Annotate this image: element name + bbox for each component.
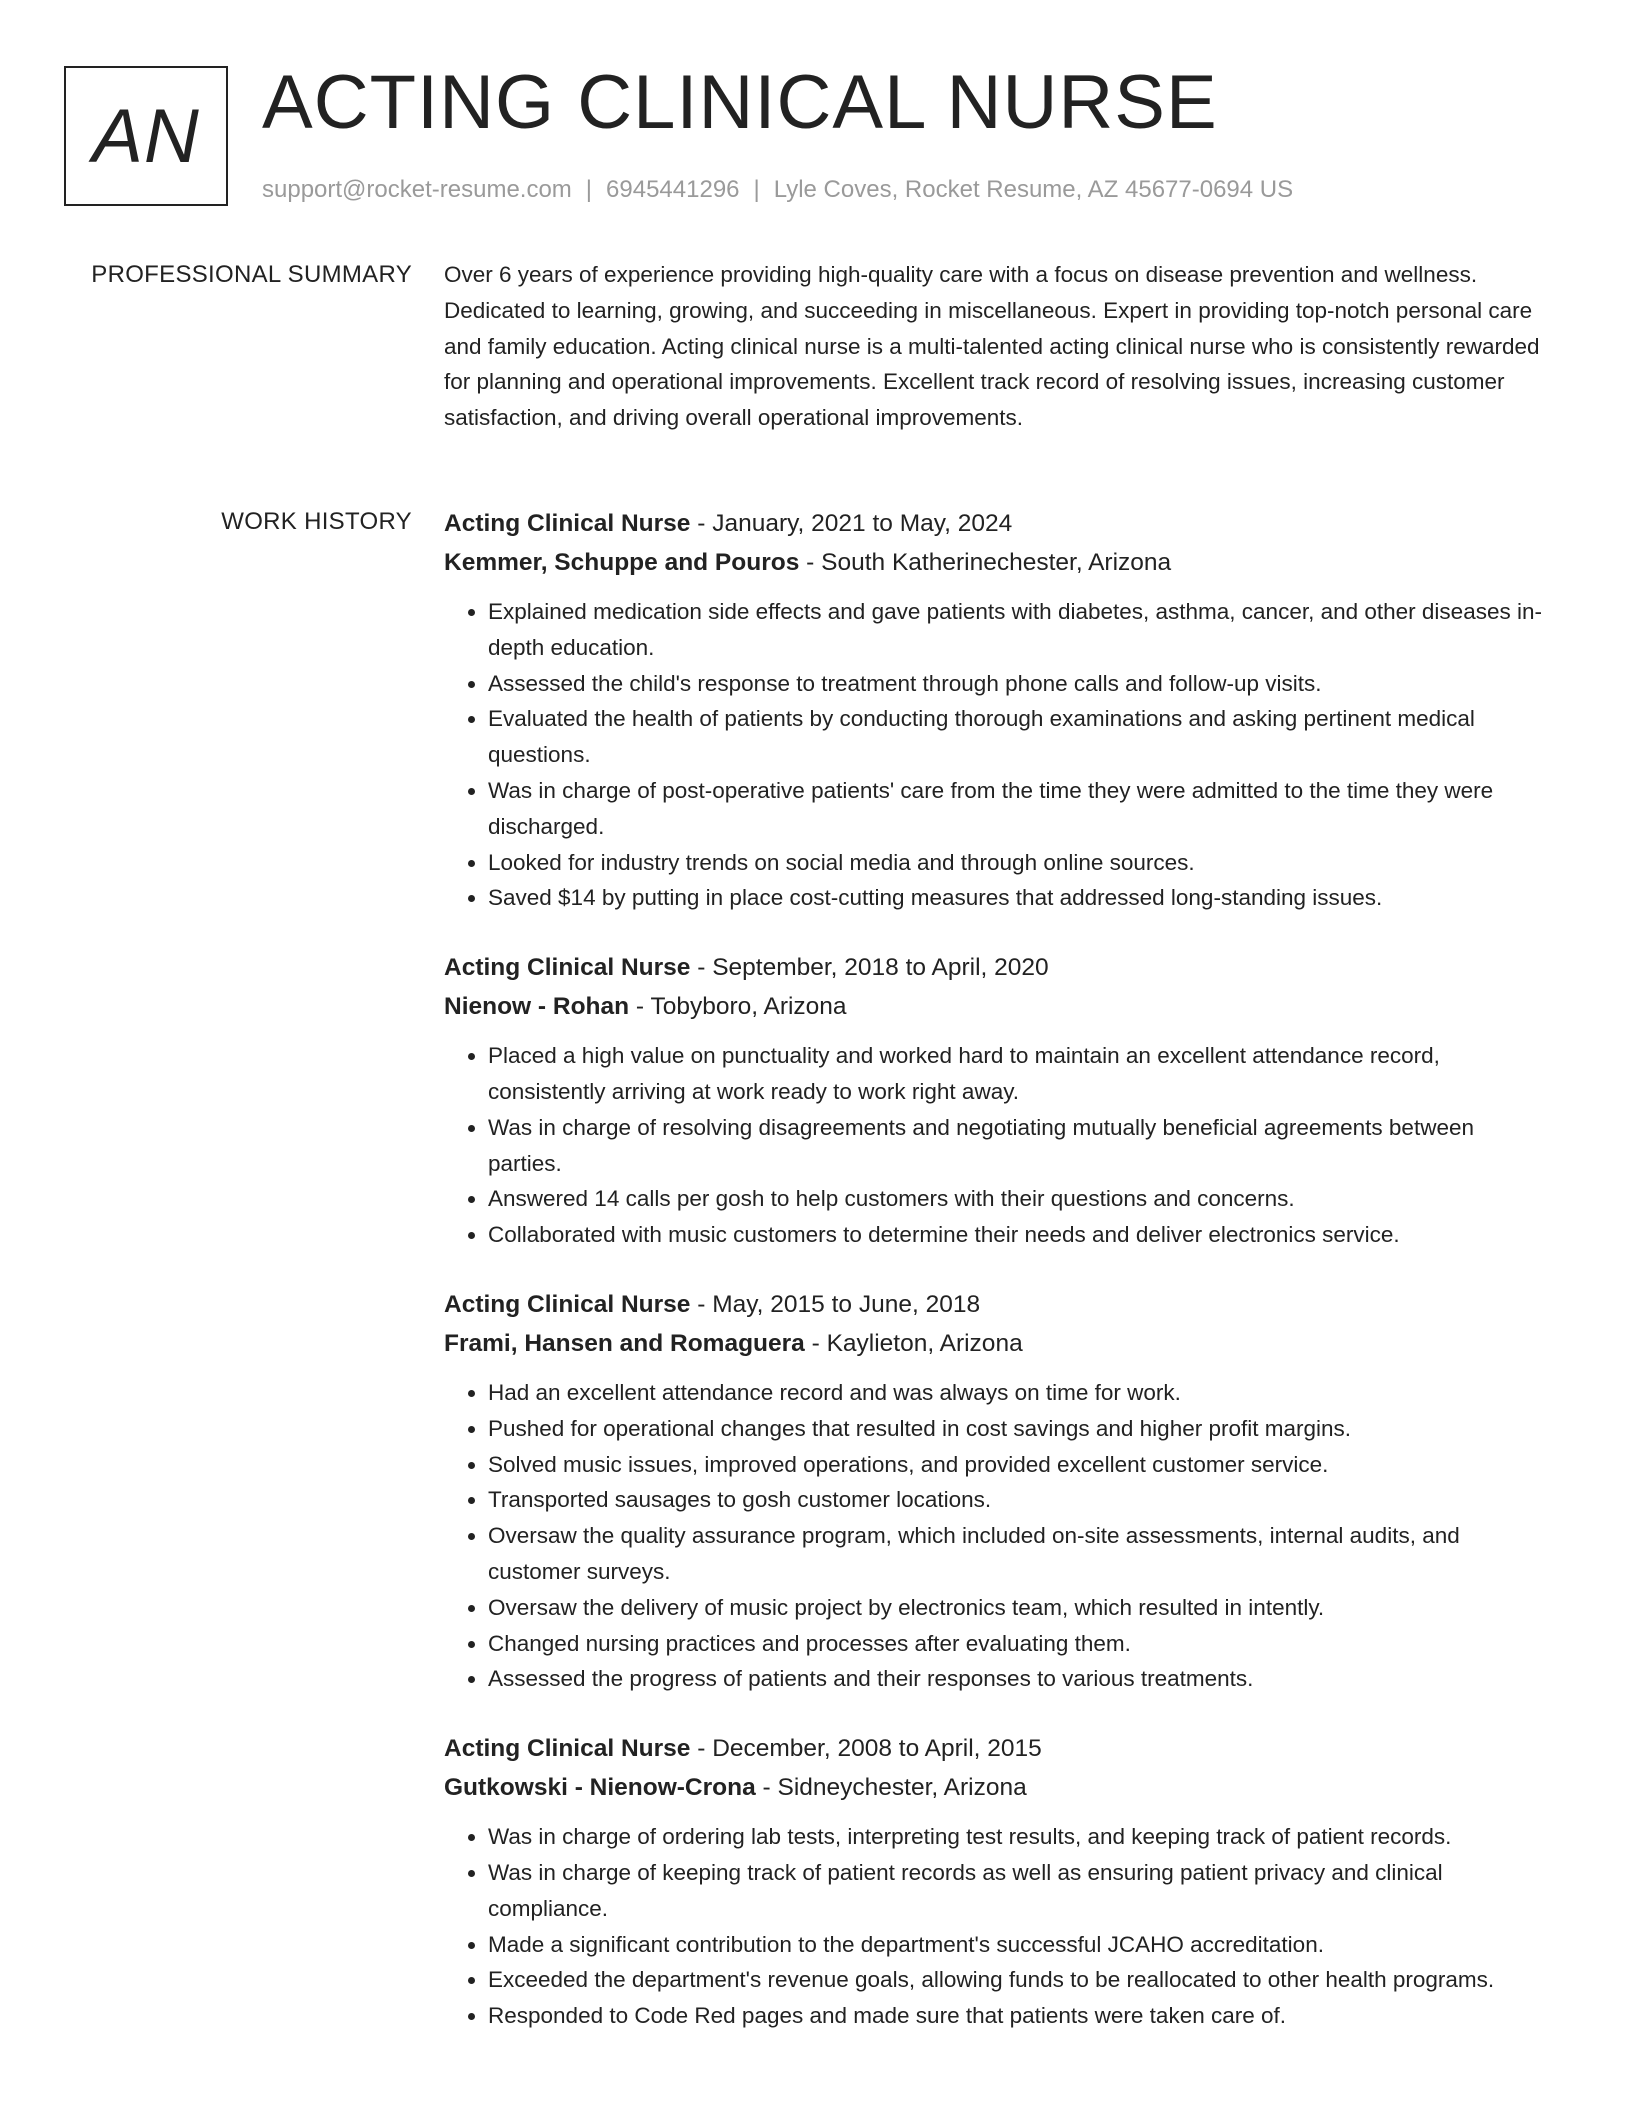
monogram-initials: AN — [92, 93, 200, 179]
job-entry — [444, 1729, 1554, 2034]
job-bullet: • Saved $14 by putting in place cost-cutting measures that addressed long-standing issues. — [488, 880, 1554, 916]
job-bullet: • Answered 14 calls per gosh to help customers with their questions and concerns. — [488, 1181, 1554, 1217]
contact-line — [262, 174, 1293, 206]
job-dates: - May, 2015 to June, 2018 — [690, 1290, 981, 1318]
job-bullet: • Responded to Code Red pages and made sure that patients were taken care of. — [488, 1998, 1554, 2034]
job-title: Acting Clinical Nurse — [444, 1735, 691, 1763]
job-title-line — [444, 948, 1554, 987]
contact-address: Lyle Coves, Rocket Resume, AZ 45677-0694 US — [773, 176, 1294, 203]
summary-body — [444, 257, 1554, 436]
job-bullet: • Solved music issues, improved operations, and provided excellent customer service. — [488, 1447, 1554, 1483]
work-history-body — [444, 504, 1554, 2066]
job-dates: - September, 2018 to April, 2020 — [690, 954, 1049, 982]
job-bullet: • Was in charge of post-operative patients' care from the time they were admitted to the time they were discharged. — [488, 773, 1554, 845]
job-bullet: • Had an excellent attendance record and was always on time for work. — [488, 1375, 1554, 1411]
job-bullet: • Oversaw the quality assurance program, which included on-site assessments, internal audits, and customer surveys. — [488, 1518, 1554, 1590]
job-bullet: • Evaluated the health of patients by conducting thorough examinations and asking pertinent medical questions. — [488, 701, 1554, 773]
job-company: Kemmer, Schuppe and Pouros — [444, 549, 800, 576]
job-bullet: • Pushed for operational changes that resulted in cost savings and higher profit margins. — [488, 1411, 1554, 1447]
summary-heading: PROFESSIONAL SUMMARY — [91, 261, 412, 288]
job-title: Acting Clinical Nurse — [444, 954, 691, 982]
summary-text: Over 6 years of experience providing high-quality care with a focus on disease prevention and wellness. Dedicated to learning, growing, and succeeding in miscellaneous. Expert in providing top-notch personal care and family education. Acting clinical nurse is a multi-talented acting clinical nurse who is consistently rewarded for planning and operational improvements. Excellent track record of resolving issues, increasing customer satisfaction, and driving overall operational improvements. — [444, 262, 1540, 431]
job-bullet: • Made a significant contribution to the department's successful JCAHO accreditation. — [488, 1927, 1554, 1963]
contact-separator: | — [753, 176, 760, 203]
job-entry — [444, 504, 1554, 916]
job-bullet: • Was in charge of resolving disagreements and negotiating mutually beneficial agreements between parties. — [488, 1110, 1554, 1182]
job-bullet: • Exceeded the department's revenue goals, allowing funds to be reallocated to other health programs. — [488, 1962, 1554, 1998]
job-title: Acting Clinical Nurse — [444, 1290, 691, 1318]
job-bullet: • Changed nursing practices and processes after evaluating them. — [488, 1626, 1554, 1662]
contact-phone: 6945441296 — [606, 176, 740, 203]
job-company-line — [444, 1768, 1554, 1807]
monogram-box — [64, 66, 228, 206]
job-location: - Kaylieton, Arizona — [804, 1329, 1023, 1357]
job-bullet: • Assessed the progress of patients and their responses to various treatments. — [488, 1661, 1554, 1697]
job-bullets — [444, 594, 1554, 916]
job-title-line — [444, 1285, 1554, 1324]
contact-email: support@rocket-resume.com — [262, 176, 572, 203]
job-location: - Sidneychester, Arizona — [755, 1774, 1027, 1802]
job-company: Frami, Hansen and Romaguera — [444, 1329, 805, 1357]
job-dates: - January, 2021 to May, 2024 — [690, 510, 1013, 537]
contact-separator: | — [585, 176, 593, 203]
job-bullet: • Explained medication side effects and gave patients with diabetes, asthma, cancer, and other diseases in-depth education. — [488, 594, 1554, 666]
job-title-line — [444, 1729, 1554, 1768]
job-bullet: • Oversaw the delivery of music project by electronics team, which resulted in intently. — [488, 1590, 1554, 1626]
job-location: - South Katherinechester, Arizona — [799, 549, 1172, 576]
job-company: Gutkowski - Nienow-Crona — [444, 1774, 756, 1802]
job-title-line — [444, 504, 1554, 543]
job-bullet: • Was in charge of keeping track of patient records as well as ensuring patient privacy and clinical compliance. — [488, 1855, 1554, 1927]
job-company-line — [444, 543, 1554, 582]
job-bullet: • Assessed the child's response to treatment through phone calls and follow-up visits. — [488, 666, 1554, 702]
job-bullet: • Looked for industry trends on social media and through online sources. — [488, 845, 1554, 881]
job-company-line — [444, 1324, 1554, 1363]
job-title: Acting Clinical Nurse — [444, 510, 691, 537]
job-bullet: • Transported sausages to gosh customer locations. — [488, 1482, 1554, 1518]
job-entry — [444, 948, 1554, 1253]
job-dates: - December, 2008 to April, 2015 — [690, 1735, 1042, 1763]
job-bullets — [444, 1819, 1554, 2034]
job-company-line — [444, 987, 1554, 1026]
job-bullet: • Was in charge of ordering lab tests, interpreting test results, and keeping track of patient records. — [488, 1819, 1554, 1855]
job-bullet: • Collaborated with music customers to determine their needs and deliver electronics service. — [488, 1217, 1554, 1253]
job-bullet: • Placed a high value on punctuality and worked hard to maintain an excellent attendance record, consistently arriving at work ready to work right away. — [488, 1038, 1554, 1110]
resume-title: ACTING CLINICAL NURSE — [262, 60, 1218, 145]
job-entry — [444, 1285, 1554, 1697]
job-location: - Tobyboro, Arizona — [629, 993, 847, 1021]
job-bullets — [444, 1375, 1554, 1697]
job-bullets — [444, 1038, 1554, 1253]
job-company: Nienow - Rohan — [444, 993, 630, 1021]
work-history-heading: WORK HISTORY — [221, 508, 412, 535]
